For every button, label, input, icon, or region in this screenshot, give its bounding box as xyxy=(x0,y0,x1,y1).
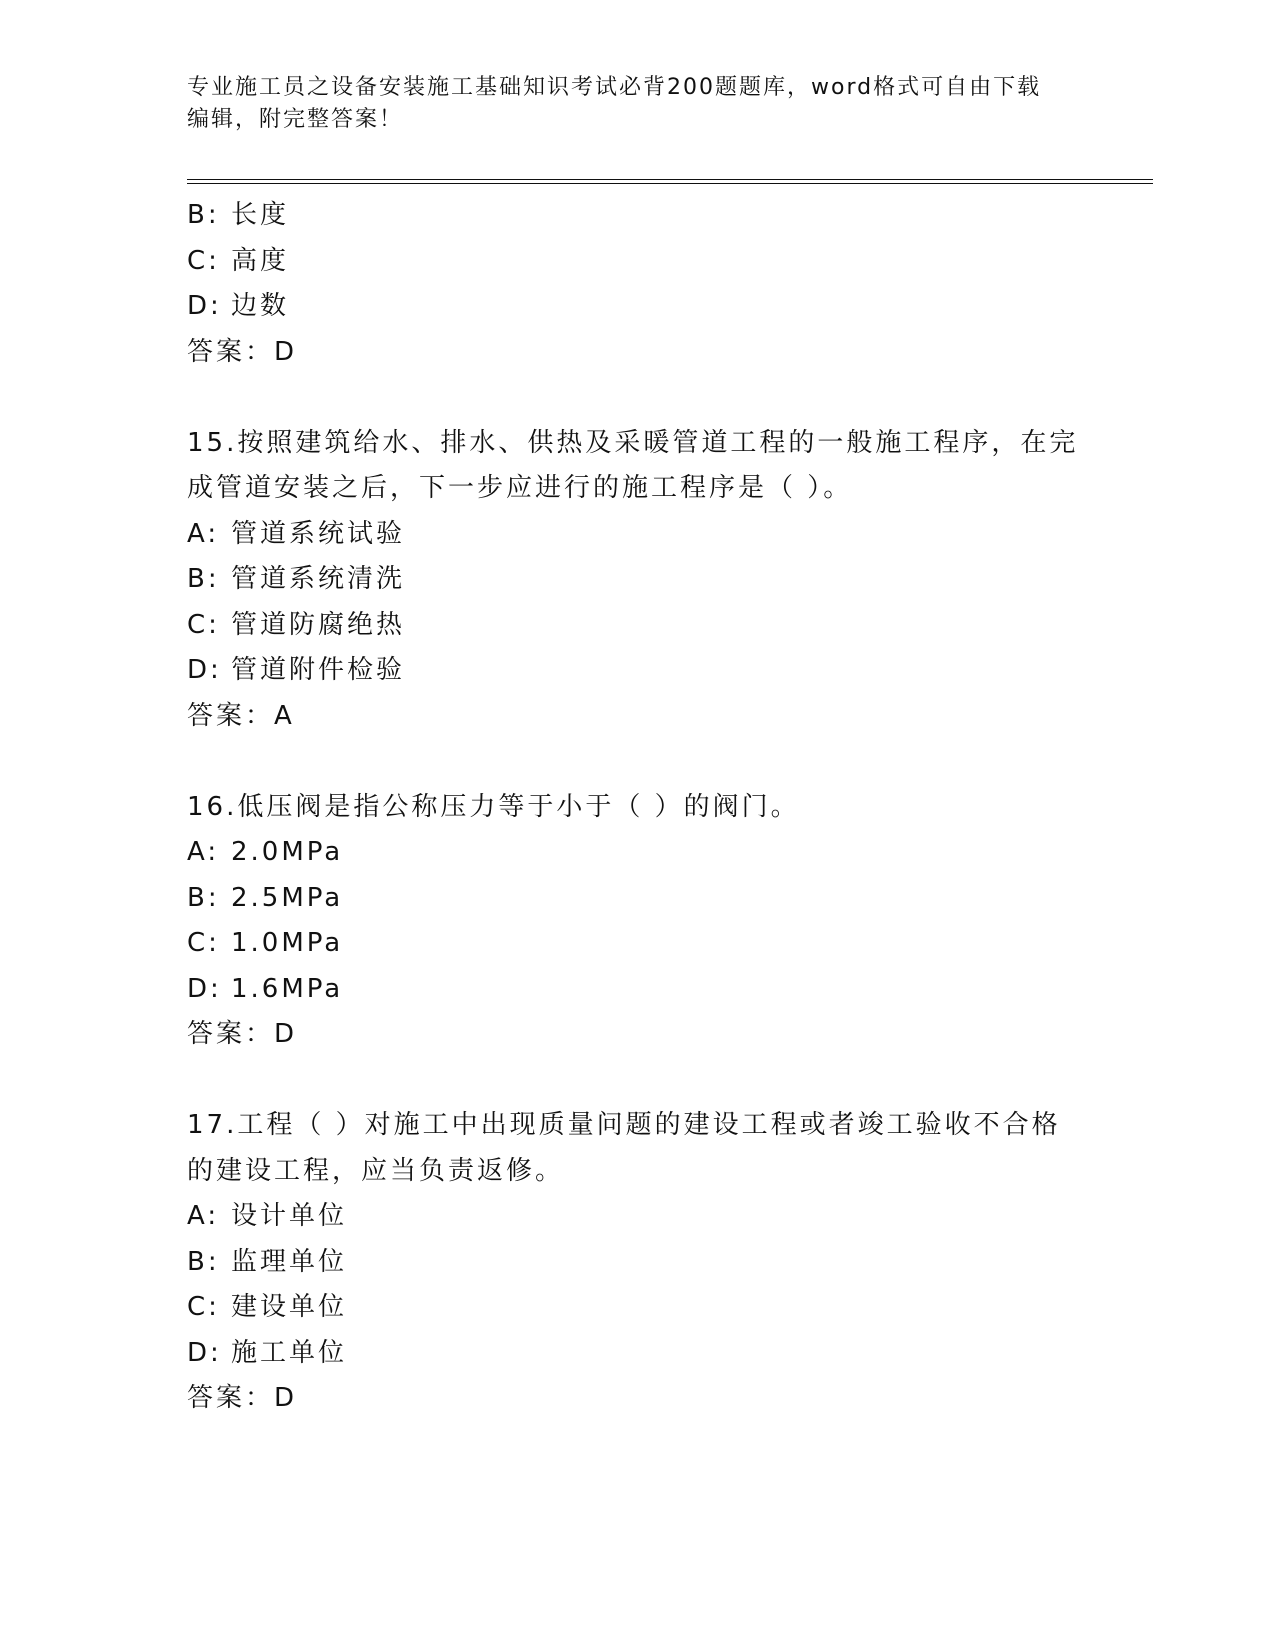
option-text: 管道防腐绝热 xyxy=(231,609,406,640)
option-row xyxy=(187,921,1087,967)
option-row xyxy=(187,512,1087,558)
option-row xyxy=(187,1285,1087,1331)
header-divider-top xyxy=(187,179,1153,180)
option-row xyxy=(187,284,1087,330)
option-text: 高度 xyxy=(231,245,290,276)
option-key: C: xyxy=(187,1292,220,1322)
question-text-line-1: 17.工程（ ）对施工中出现质量问题的建设工程或者竣工验收不合格 xyxy=(187,1110,1061,1140)
spacer xyxy=(187,375,1087,421)
answer-line: 答案：D xyxy=(187,1383,298,1413)
option-key: C: xyxy=(187,609,220,640)
answer-line: 答案：A xyxy=(187,700,295,731)
answer-line: 答案：D xyxy=(187,1019,298,1049)
header-title-line-1: 专业施工员之设备安装施工基础知识考试必背200题题库，word格式可自由下载 xyxy=(187,75,1042,100)
question-list xyxy=(187,193,1087,1422)
question-block-15 xyxy=(187,421,1087,740)
option-row xyxy=(187,967,1087,1013)
option-row xyxy=(187,1240,1087,1286)
option-row xyxy=(187,603,1087,649)
option-key: C: xyxy=(187,928,220,958)
option-key: D: xyxy=(187,1337,222,1368)
option-text: 2.0MPa xyxy=(231,837,344,867)
option-key: D: xyxy=(187,973,222,1004)
option-key: B: xyxy=(187,882,220,913)
option-text: 边数 xyxy=(231,291,290,321)
question-text-line-1: 15.按照建筑给水、排水、供热及采暖管道工程的一般施工程序，在完 xyxy=(187,427,1079,458)
document-header xyxy=(187,72,1087,136)
option-text: 设计单位 xyxy=(231,1201,348,1231)
option-key: C: xyxy=(187,245,220,276)
answer-line: 答案：D xyxy=(187,336,298,367)
option-key: A: xyxy=(187,518,220,549)
option-row xyxy=(187,1194,1087,1240)
option-key: B: xyxy=(187,1246,220,1277)
option-text: 管道系统试验 xyxy=(231,518,406,549)
option-text: 2.5MPa xyxy=(231,882,344,913)
option-row xyxy=(187,239,1087,285)
header-divider-bottom xyxy=(187,183,1153,184)
option-row xyxy=(187,830,1087,876)
option-text: 监理单位 xyxy=(231,1246,348,1277)
option-key: A: xyxy=(187,1201,220,1231)
option-text: 管道附件检验 xyxy=(231,655,406,685)
option-row xyxy=(187,557,1087,603)
option-key: B: xyxy=(187,200,220,230)
option-text: 1.0MPa xyxy=(231,928,344,958)
option-key: D: xyxy=(187,291,222,321)
option-key: D: xyxy=(187,655,222,685)
question-text-line-2: 的建设工程，应当负责返修。 xyxy=(187,1155,565,1186)
header-title-line-2: 编辑，附完整答案！ xyxy=(187,107,404,132)
option-row xyxy=(187,648,1087,694)
option-text: 管道系统清洗 xyxy=(231,564,406,594)
option-text: 长度 xyxy=(231,200,290,230)
option-text: 1.6MPa xyxy=(231,973,344,1004)
question-block-16 xyxy=(187,785,1087,1058)
option-key: B: xyxy=(187,564,220,594)
option-row xyxy=(187,193,1087,239)
spacer xyxy=(187,739,1087,785)
prev-question-block xyxy=(187,193,1087,375)
option-key: A: xyxy=(187,837,220,867)
question-block-17 xyxy=(187,1103,1087,1422)
question-text-line-1: 16.低压阀是指公称压力等于小于（ ）的阀门。 xyxy=(187,791,800,822)
option-text: 施工单位 xyxy=(231,1337,348,1368)
option-row xyxy=(187,876,1087,922)
option-text: 建设单位 xyxy=(231,1292,348,1322)
question-text-line-2: 成管道安装之后，下一步应进行的施工程序是（ ）。 xyxy=(187,473,853,503)
spacer xyxy=(187,1058,1087,1104)
option-row xyxy=(187,1331,1087,1377)
